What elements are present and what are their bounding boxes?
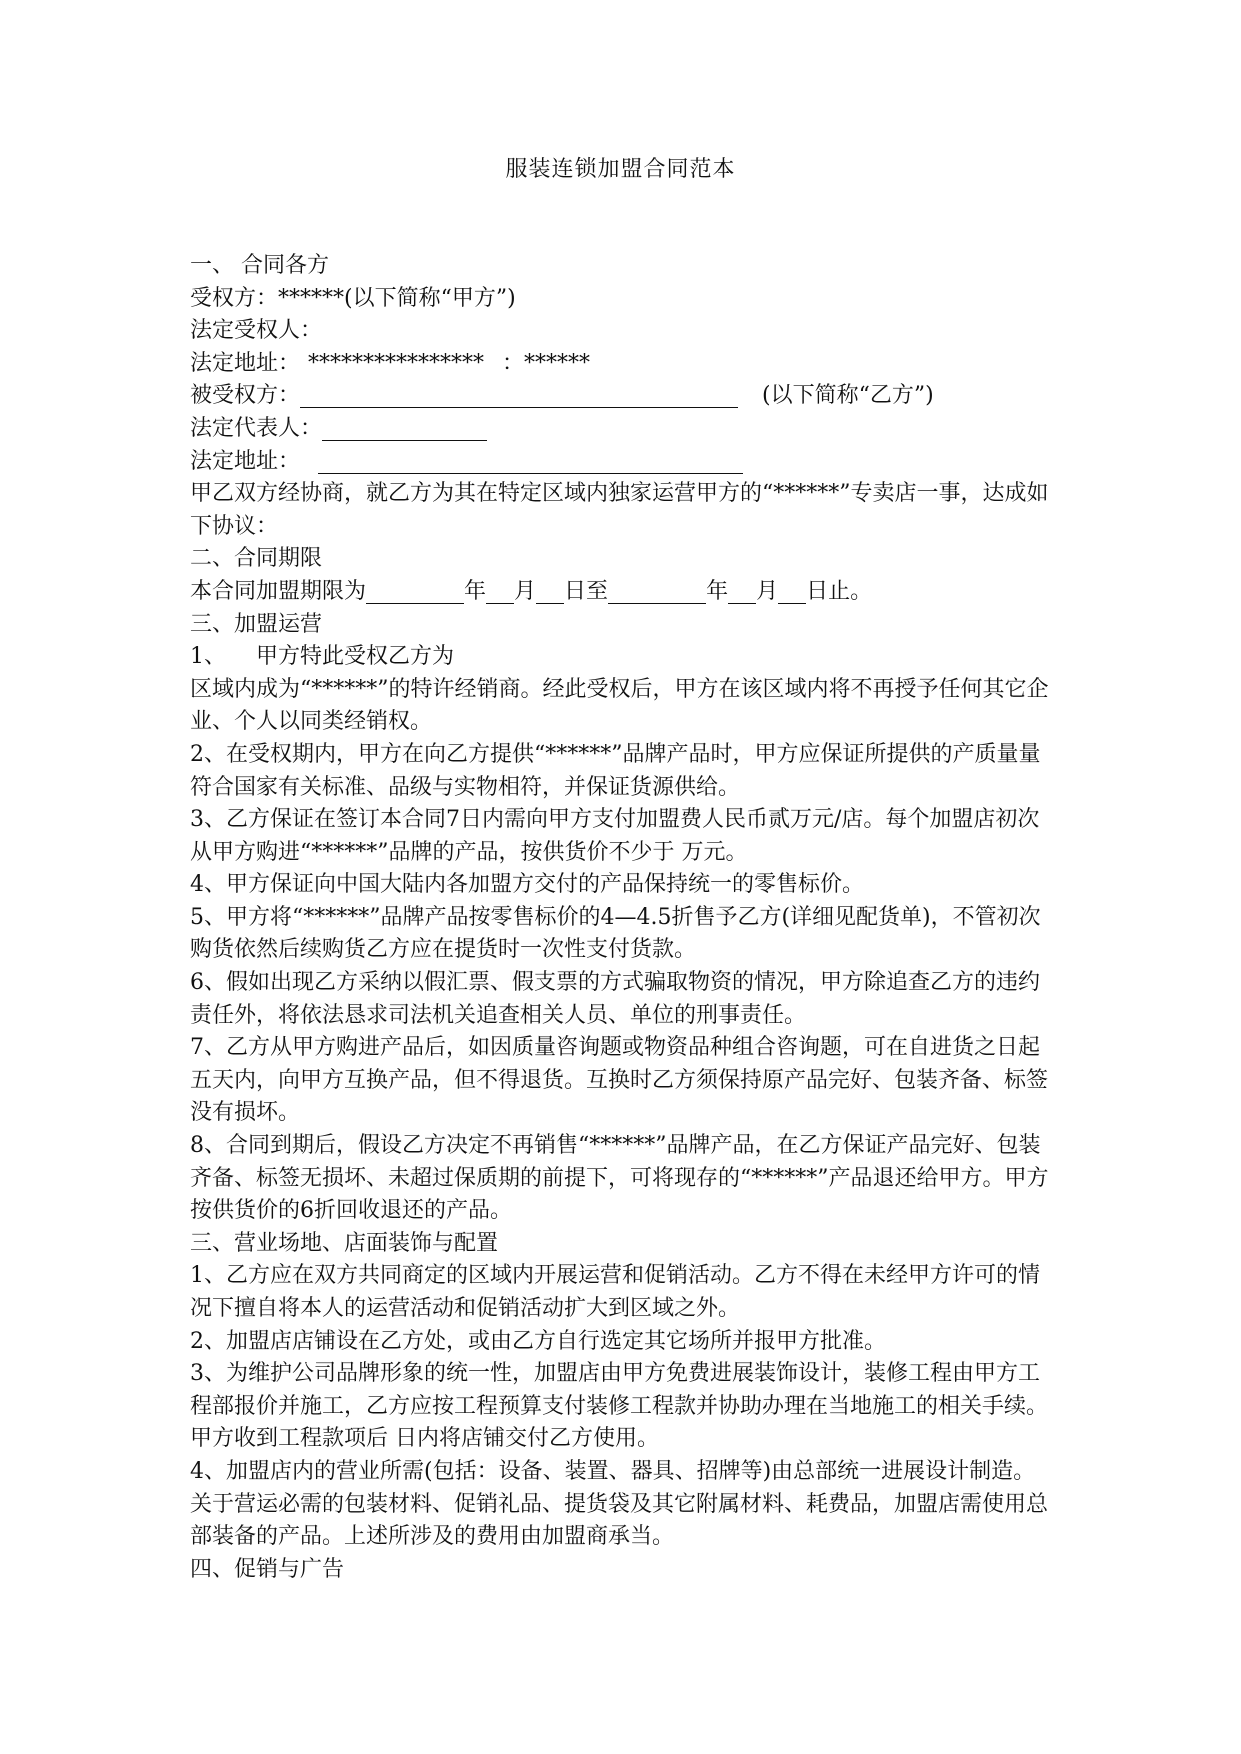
address-label: 法定地址： (190, 350, 301, 376)
representative-blank (322, 418, 487, 441)
clause-paragraph: 4、加盟店内的营业所需(包括：设备、装置、器具、招牌等)由总部统一进展设计制造。关于营运必需的包装材料、促销礼品、提货袋及其它附属材料、耗费品，加盟店需使用总部装备的产品。上述所涉及的费用由加盟商承当。 (190, 1458, 1049, 1550)
address-line (190, 348, 1052, 381)
address-line-2 (190, 446, 1052, 479)
clause-number: 1、 (190, 644, 226, 670)
section-heading: 三、加盟运营 (190, 611, 323, 637)
clause-text: 甲方特此受权乙方为 (256, 644, 455, 670)
address-label-2: 法定地址： (190, 448, 301, 474)
clause-paragraph: 3、为维护公司品牌形象的统一性，加盟店由甲方免费进展装饰设计，装修工程由甲方工程部报价并施工，乙方应按工程预算支付装修工程款并协助办理在当地施工的相关手续。甲方收到工程款项后 日内将店铺交付乙方使用。 (190, 1361, 1049, 1452)
licensor-line: 受权方：******(以下简称“甲方”) (190, 285, 516, 311)
clause-paragraph: 2、加盟店店铺设在乙方处，或由乙方自行选定其它场所并报甲方批准。 (190, 1328, 886, 1354)
legal-person-line: 法定受权人： (190, 318, 323, 344)
term-year: 年 (706, 578, 729, 604)
address-colon: ： (502, 350, 525, 376)
month-blank (728, 581, 756, 604)
document-body (190, 250, 1052, 1586)
licensee-tail: (以下简称“乙方”) (762, 383, 934, 409)
month-blank (486, 581, 514, 604)
clause-paragraph: 5、甲方将“******”品牌产品按零售标价的4—4.5折售予乙方(详细见配货单)，不管初次购货依然后续购货乙方应在提货时一次性支付货款。 (190, 904, 1041, 963)
clause-paragraph: 7、乙方从甲方购进产品后，如因质量咨询题或物资品种组合咨询题，可在自进货之日起五天内，向甲方互换产品，但不得退货。互换时乙方须保持原产品完好、包装齐备、标签没有损坏。 (190, 1035, 1049, 1126)
year-blank (366, 581, 464, 604)
section-heading: 四、促销与广告 (190, 1556, 345, 1582)
licensee-line (190, 380, 1052, 413)
term-day: 日至 (564, 578, 609, 604)
clause-paragraph: 3、乙方保证在签订本合同7日内需向甲方支付加盟费人民币贰万元/店。每个加盟店初次从甲方购进“******”品牌的产品，按供货价不少于 万元。 (190, 807, 1040, 865)
document-title: 服装连锁加盟合同范本 (505, 157, 736, 182)
representative-line (190, 413, 1052, 446)
term-prefix: 本合同加盟期限为 (190, 578, 367, 604)
clause-paragraph: 8、合同到期后，假设乙方决定不再销售“******”品牌产品，在乙方保证产品完好、包装齐备、标签无损坏、未超过保质期的前提下，可将现存的“******”产品退还给甲方。甲方按供货价的6折回收退还的产品。 (190, 1133, 1049, 1224)
term-month: 月 (756, 578, 779, 604)
term-line (190, 576, 1052, 609)
section-heading: 一、 合同各方 (190, 253, 329, 278)
section-heading: 三、营业场地、店面装饰与配置 (190, 1230, 499, 1256)
representative-label: 法定代表人： (190, 415, 323, 441)
clause-paragraph: 6、假如出现乙方采纳以假汇票、假支票的方式骗取物资的情况，甲方除追查乙方的违约责任外，将依法恳求司法机关追查相关人员、单位的刑事责任。 (190, 970, 1040, 1028)
address-tail: ****** (524, 350, 591, 376)
day-blank (536, 581, 564, 604)
day-blank (778, 581, 806, 604)
licensee-blank (300, 385, 738, 408)
address-value: **************** (308, 350, 485, 376)
term-day: 日止。 (806, 578, 873, 604)
section-heading: 二、合同期限 (190, 546, 323, 572)
intro-paragraph: 甲乙双方经协商，就乙方为其在特定区域内独家运营甲方的“******”专卖店一事，达成如下协议： (190, 481, 1049, 539)
clause-paragraph: 1、乙方应在双方共同商定的区域内开展运营和促销活动。乙方不得在未经甲方许可的情况下擅自将本人的运营活动和促销活动扩大到区域之外。 (190, 1263, 1040, 1321)
address-blank (318, 451, 743, 474)
clause-paragraph: 4、甲方保证向中国大陆内各加盟方交付的产品保持统一的零售标价。 (190, 872, 864, 898)
term-year: 年 (464, 578, 487, 604)
term-month: 月 (514, 578, 537, 604)
licensee-label: 被受权方： (190, 383, 301, 409)
year-blank (608, 581, 706, 604)
clause-1-head (190, 641, 1052, 674)
clause-paragraph: 2、在受权期内，甲方在向乙方提供“******”品牌产品时，甲方应保证所提供的产质量量符合国家有关标准、品级与实物相符，并保证货源供给。 (190, 741, 1041, 800)
clause-paragraph: 区域内成为“******”的特许经销商。经此受权后，甲方在该区域内将不再授予任何其它企业、个人以同类经销权。 (190, 676, 1049, 735)
